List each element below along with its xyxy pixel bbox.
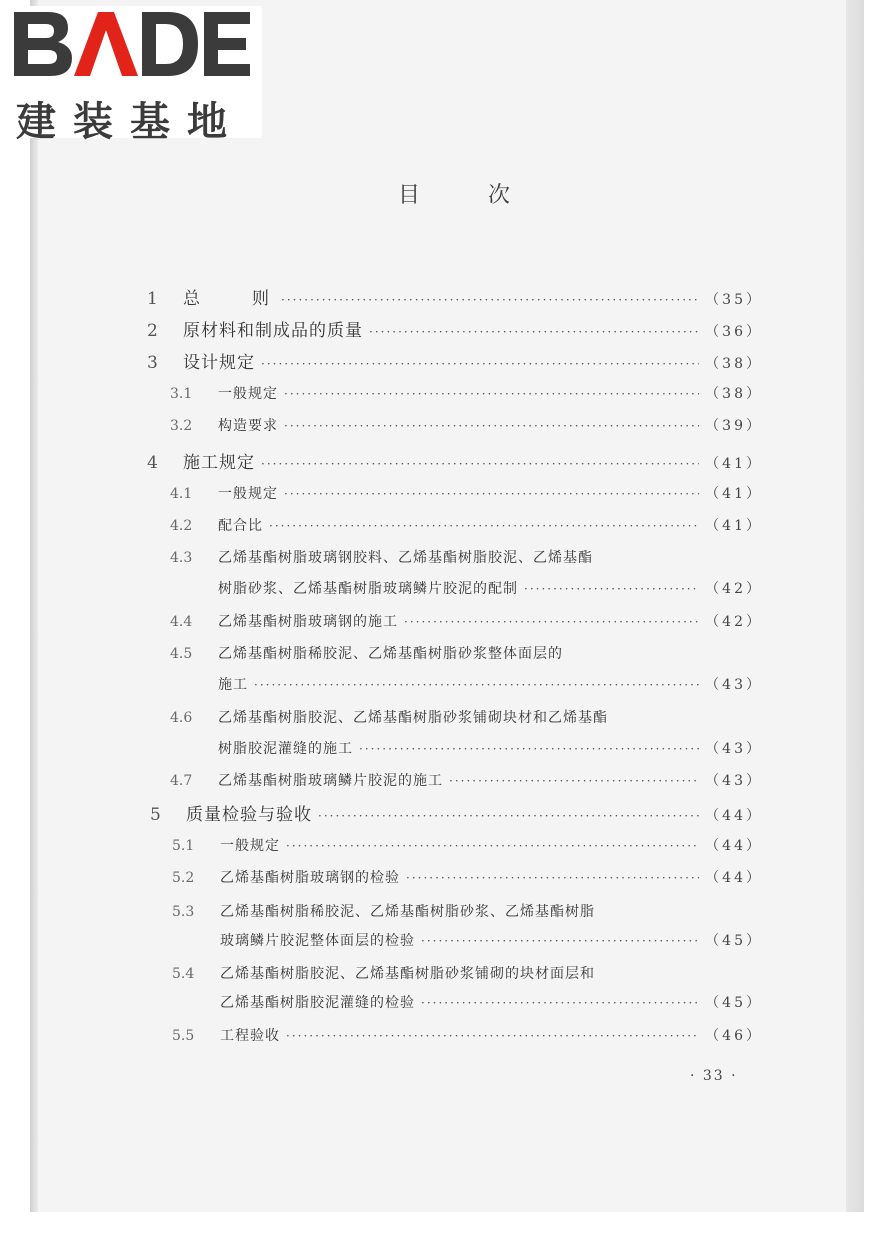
toc-number: 4 — [147, 453, 158, 473]
toc-entry-4-3[interactable] — [170, 547, 763, 567]
toc-text: 工程验收 — [220, 1028, 280, 1044]
toc-page: （43） — [705, 773, 763, 789]
toc-title — [398, 178, 578, 209]
toc-entry-3-1[interactable] — [170, 383, 763, 403]
toc-text-continued: 乙烯基酯树脂胶泥灌缝的检验 — [220, 995, 415, 1011]
toc-page: （44） — [705, 870, 763, 886]
toc-page: （41） — [705, 486, 763, 502]
toc-number: 5.1 — [172, 838, 195, 854]
bottom-margin — [0, 1212, 875, 1242]
toc-entry-5-3[interactable] — [172, 901, 763, 921]
toc-leader — [359, 742, 699, 756]
toc-text-continued: 树脂砂浆、乙烯基酯树脂玻璃鳞片胶泥的配制 — [218, 581, 518, 597]
toc-text: 乙烯基酯树脂玻璃钢的施工 — [218, 614, 398, 630]
toc-leader — [261, 357, 699, 371]
toc-entry-4-3-cont[interactable] — [218, 578, 763, 598]
toc-text: 原材料和制成品的质量 — [183, 321, 363, 341]
toc-page: （38） — [705, 386, 763, 402]
toc-text: 设计规定 — [183, 353, 255, 373]
toc-page: （43） — [705, 677, 763, 693]
page-number: · 33 · — [690, 1068, 738, 1084]
toc-text: 乙烯基酯树脂玻璃鳞片胶泥的施工 — [218, 773, 443, 789]
toc-text: 乙烯基酯树脂胶泥、乙烯基酯树脂砂浆铺砌的块材面层和 — [220, 966, 595, 982]
toc-leader — [524, 582, 699, 596]
toc-number: 4.7 — [170, 773, 193, 789]
toc-entry-2[interactable] — [147, 316, 763, 341]
toc-leader — [286, 1029, 699, 1043]
toc-page: （41） — [705, 456, 763, 472]
bade-logo — [12, 6, 262, 145]
toc-entry-4-2[interactable] — [170, 515, 763, 535]
toc-number: 1 — [147, 289, 158, 309]
toc-number: 5.5 — [172, 1028, 195, 1044]
logo-chinese-text: 建装基地 — [16, 99, 244, 145]
toc-entry-5-4[interactable] — [172, 963, 763, 983]
toc-leader — [369, 325, 699, 339]
toc-leader — [284, 487, 699, 501]
toc-text: 一般规定 — [218, 486, 278, 502]
toc-leader — [281, 293, 699, 307]
toc-entry-4[interactable] — [147, 448, 763, 473]
toc-number: 3.2 — [170, 418, 193, 434]
toc-number: 4.2 — [170, 518, 193, 534]
toc-entry-4-6-cont[interactable] — [218, 738, 763, 758]
toc-text-continued: 树脂胶泥灌缝的施工 — [218, 741, 353, 757]
toc-page: （41） — [705, 518, 763, 534]
sheet-left-edge — [30, 0, 38, 1212]
toc-number: 4.3 — [170, 550, 193, 566]
bade-wordmark — [12, 6, 252, 80]
toc-text: 一般规定 — [220, 838, 280, 854]
toc-text: 乙烯基酯树脂玻璃钢胶料、乙烯基酯树脂胶泥、乙烯基酯 — [218, 550, 593, 566]
toc-entry-4-4[interactable] — [170, 611, 763, 631]
toc-leader — [449, 774, 699, 788]
toc-page: （45） — [705, 995, 763, 1011]
toc-text: 总 则 — [183, 289, 275, 309]
toc-leader — [286, 839, 699, 853]
toc-page: （44） — [705, 838, 763, 854]
toc-text: 质量检验与验收 — [186, 805, 312, 825]
toc-leader — [269, 519, 699, 533]
toc-number: 2 — [147, 321, 158, 341]
toc-text: 构造要求 — [218, 418, 278, 434]
toc-leader — [284, 419, 699, 433]
toc-page: （35） — [705, 292, 763, 308]
toc-text-continued: 玻璃鳞片胶泥整体面层的检验 — [220, 933, 415, 949]
toc-number: 5 — [150, 805, 161, 825]
toc-leader — [404, 615, 699, 629]
toc-text: 乙烯基酯树脂玻璃钢的检验 — [220, 870, 400, 886]
toc-entry-4-1[interactable] — [170, 483, 763, 503]
toc-page: （45） — [705, 933, 763, 949]
toc-number: 4.1 — [170, 486, 193, 502]
toc-entry-4-7[interactable] — [170, 770, 763, 790]
toc-entry-4-5-cont[interactable] — [218, 674, 763, 694]
toc-leader — [421, 996, 699, 1010]
toc-text: 乙烯基酯树脂稀胶泥、乙烯基酯树脂砂浆、乙烯基酯树脂 — [220, 904, 595, 920]
toc-number: 5.2 — [172, 870, 195, 886]
toc-number: 4.5 — [170, 646, 193, 662]
toc-text: 乙烯基酯树脂稀胶泥、乙烯基酯树脂砂浆整体面层的 — [218, 646, 563, 662]
toc-number: 5.4 — [172, 966, 195, 982]
toc-leader — [254, 678, 699, 692]
toc-number: 3 — [147, 353, 158, 373]
toc-entry-1[interactable] — [147, 284, 763, 309]
toc-number: 4.6 — [170, 710, 193, 726]
toc-leader — [406, 871, 699, 885]
toc-entry-5[interactable] — [150, 800, 763, 825]
toc-page: （44） — [705, 808, 763, 824]
toc-entry-5-1[interactable] — [172, 835, 763, 855]
toc-leader — [318, 809, 699, 823]
toc-text: 配合比 — [218, 518, 263, 534]
toc-number: 3.1 — [170, 386, 193, 402]
toc-text: 施工规定 — [183, 453, 255, 473]
toc-text-continued: 施工 — [218, 677, 248, 693]
toc-entry-5-3-cont[interactable] — [220, 930, 763, 950]
toc-entry-5-2[interactable] — [172, 867, 763, 887]
toc-title-char-1: 目 — [398, 183, 489, 208]
toc-text: 一般规定 — [218, 386, 278, 402]
toc-text: 乙烯基酯树脂胶泥、乙烯基酯树脂砂浆铺砌块材和乙烯基酯 — [218, 710, 608, 726]
toc-entry-5-5[interactable] — [172, 1025, 763, 1045]
toc-page: （39） — [705, 418, 763, 434]
toc-title-char-2: 次 — [488, 183, 579, 208]
toc-entry-5-4-cont[interactable] — [220, 992, 763, 1012]
toc-leader — [261, 457, 699, 471]
toc-leader — [284, 387, 699, 401]
toc-page: （43） — [705, 741, 763, 757]
toc-page: （46） — [705, 1028, 763, 1044]
toc-entry-4-5[interactable] — [170, 643, 763, 663]
toc-entry-4-6[interactable] — [170, 707, 763, 727]
toc-page: （38） — [705, 356, 763, 372]
toc-page: （42） — [705, 581, 763, 597]
toc-leader — [421, 934, 699, 948]
sheet-right-edge — [846, 0, 864, 1212]
toc-entry-3-2[interactable] — [170, 415, 763, 435]
toc-number: 5.3 — [172, 904, 195, 920]
toc-number: 4.4 — [170, 614, 193, 630]
toc-page: （42） — [705, 614, 763, 630]
toc-entry-3[interactable] — [147, 348, 763, 373]
toc-page: （36） — [705, 324, 763, 340]
